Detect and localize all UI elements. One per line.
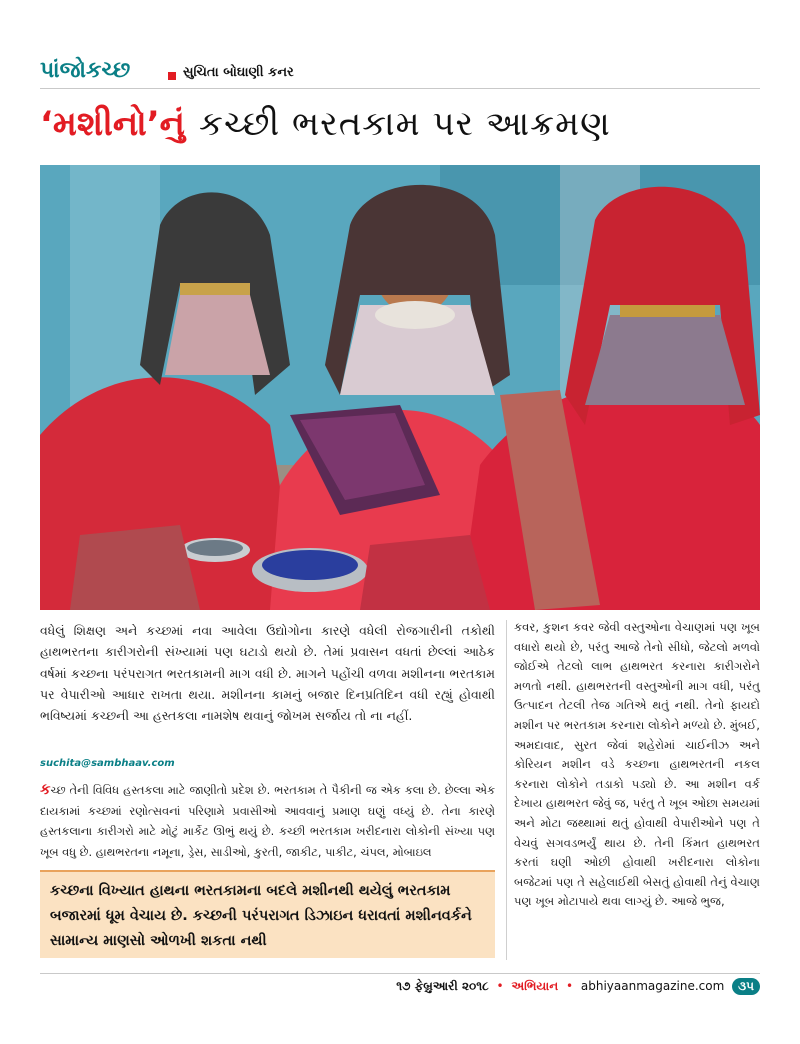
headline-rest: કચ્છી ભરતકામ પર આક્રમણ [198, 104, 611, 144]
page-footer [396, 978, 760, 995]
red-square-bullet-icon [168, 72, 176, 80]
photo-women-embroidering-icon [40, 165, 760, 610]
header-divider [40, 88, 760, 89]
body-left-text: ચ્છ તેની વિવિધ હસ્તકલા માટે જાણીતો પ્રદેશ છે. ભરતકામ તે પૈકીની જ એક કલા છે. છેલ્લા એક દાયકામાં કચ્છમાં રણોત્સવનાં પરિણામે પ્રવાસીઓ આવવાનું પ્રમાણ ઘણું વધ્યું છે. તેના કારણે હસ્તકલાના કારીગરો માટે મોટું માર્કેટ ઊભું થયું છે. કચ્છી ભરતકામ ખરીદનારા લોકોની સંખ્યા પણ ખૂબ વધુ છે. હાથભરતના નમૂના, ડ્રેસ, સાડીઓ, કુરતી, જાકીટ, પાકીટ, ચંપલ, મોબાઇલ [40, 783, 495, 859]
column-name: પાંજોકચ્છ [40, 58, 131, 83]
magazine-website[interactable]: abhiyaanmagazine.com [580, 979, 725, 993]
headline-highlight: ‘મશીનો’નું [40, 104, 185, 144]
magazine-name: અભિયાન [511, 979, 559, 993]
author-email[interactable]: suchita@sambhaav.com [40, 758, 175, 769]
pull-quote: કચ્છના વિખ્યાત હાથના ભરતકામના બદલે મશીનથી થયેલું ભરતકામ બજારમાં ધૂમ વેચાય છે. કચ્છની પરંપરાગત ડિઝાઇન ધરાવતાં મશીનવર્કને સામાન્ય માણસો ઓળખી શકતા નથી [40, 870, 495, 958]
article-headline [40, 104, 760, 160]
page-number: ૩૫ [732, 978, 760, 995]
body-text-left [40, 779, 495, 862]
author-byline: સુચિતા બોઘાણી કનર [183, 65, 294, 80]
issue-date: ૧૭ ફેબ્રુઆરી ૨૦૧૮ [396, 979, 489, 993]
column-divider [506, 620, 507, 960]
footer-divider [40, 973, 760, 974]
article-photo [40, 165, 760, 610]
drop-cap: ક [40, 780, 51, 798]
footer-separator-2: • [565, 979, 574, 993]
lead-paragraph: વધેલું શિક્ષણ અને કચ્છમાં નવા આવેલા ઉદ્યોગોના કારણે વધેલી રોજગારીની તકોથી હાથભરતના કારીગરોની સંખ્યામાં પણ ઘટાડો થયો છે. તેમાં પ્રવાસન વધતાં છેલ્લાં આઠેક વર્ષમાં કચ્છના પરંપરાગત ભરતકામની માગ વધી છે. માગને પહોંચી વળવા મશીનના ભરતકામ પર વેપારીઓ આધાર રાખતા થયા. મશીનના કામનું બજાર દિનપ્રતિદિન વધી રહ્યું હોવાથી ભવિષ્યમાં કચ્છની આ હસ્તકલા નામશેષ થવાનું જોખમ સર્જાય તો ના નહીં. [40, 623, 495, 724]
body-text-right: કવર, કુશન કવર જેવી વસ્તુઓના વેચાણમાં પણ ખૂબ વધારો થયો છે, પરંતુ આજે તેનો સીધો, જેટલો મળવો જોઈએ તેટલો લાભ હાથભરત કરનારા કારીગરોને મળતો નથી. હાથભરતની વસ્તુઓની માગ વધી, પરંતુ ઉત્પાદન તેટલી તેજ ગતિએ થતું નથી. તેનો ફાયદો મશીન પર ભરતકામ કરનારા લોકોને મળ્યો છે. મુંબઈ, અમદાવાદ, સુરત જેવાં શહેરોમાં ચાઈનીઝ અને કોરિયન મશીન વડે કચ્છના હાથભરતની નકલ કરનારા લોકોને તડાકો પડ્યો છે. આ મશીન વર્ક દેખાય હાથભરત જેવું જ, પરંતુ તે ખૂબ ઓછા સમયમાં અને મોટા જથ્થામાં થતું હોવાથી વેપારીઓને પણ તે વેચવું સગવડભર્યું થાય છે. તેની કિંમત હાથભરત કરતાં ઘણી ઓછી હોવાથી ખરીદનારા લોકોના બજેટમાં પણ તે સહેલાઈથી બેસતું હોવાથી તેનું વેચાણ પણ ખૂબ મોટાપાયે થવા લાગ્યું છે. આજે ભુજ, [514, 620, 760, 909]
footer-separator: • [496, 979, 504, 993]
column-header [40, 56, 760, 96]
